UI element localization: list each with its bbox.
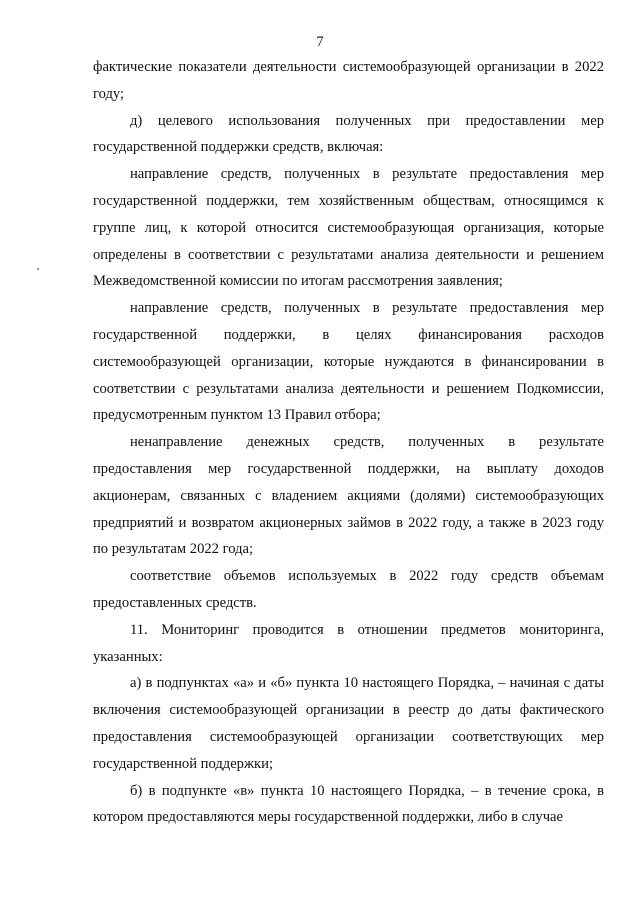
paragraph-item-a: а) в подпунктах «а» и «б» пункта 10 настоящего Порядка, – начиная с даты включения системообразующей организации в реестр до даты фактического предоставления системообразующей организации соответствующих мер государственной поддержки; [93, 675, 604, 772]
paragraph-section-11: 11. Мониторинг проводится в отношении предметов мониторинга, указанных: [93, 621, 604, 665]
paragraph-continuation: фактические показатели деятельности системообразующей организации в 2022 году; [93, 59, 604, 102]
page-number: 7 [316, 34, 324, 50]
paragraph-no-dividends: ненаправление денежных средств, полученных в результате предоставления мер государственной поддержки, на выплату доходов акционерам, связанных с владением акциями (долями) системообразующих предприятий и возвратом акционерных займов в 2022 году, а также в 2023 году по результатам 2022 года; [93, 434, 604, 558]
paragraph-volume-compliance: соответствие объемов используемых в 2022 году средств объемам предоставленных средств. [93, 568, 604, 611]
paragraph-item-d: д) целевого использования полученных при предоставлении мер государственной поддержки средств, включая: [93, 112, 604, 156]
paragraph-funds-group-companies: направление средств, полученных в результате предоставления мер государственной поддержки, тем хозяйственным обществам, относящимся к группе лиц, к которой относится системообразующая организация, которые определены в соответствии с результатами анализа деятельности и решением Межведомственной комиссии по итогам рассмотрения заявления; [93, 166, 604, 290]
paragraph-item-b: б) в подпункте «в» пункта 10 настоящего Порядка, – в течение срока, в котором предоставляются меры государственной поддержки, либо в случае [93, 782, 604, 826]
page-body [93, 54, 604, 831]
scan-artifact-dot [37, 268, 39, 270]
paragraph-funds-expenses: направление средств, полученных в результате предоставления мер государственной поддержки, в целях финансирования расходов системообразующей организации, которые нуждаются в финансировании в соответствии с результатами анализа деятельности и решением Подкомиссии, предусмотренным пунктом 13 Правил отбора; [93, 300, 604, 424]
